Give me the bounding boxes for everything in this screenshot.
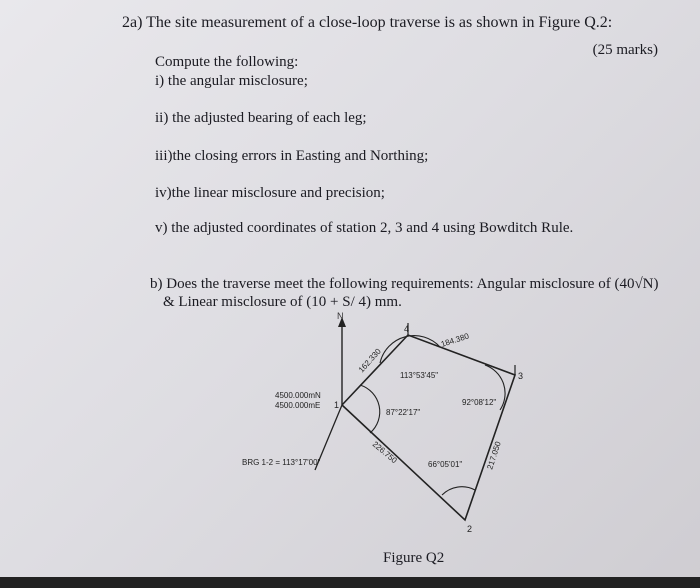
angle-arc-4 (380, 336, 440, 363)
part-b-line-1: b) Does the traverse meet the following requirements: Angular misclosure of (40√N) (150, 276, 659, 292)
photo-bottom-edge (0, 577, 700, 588)
item-1: i) the angular misclosure; (155, 73, 308, 89)
figure-caption: Figure Q2 (383, 550, 445, 566)
item-3: iii)the closing errors in Easting and Northing; (155, 148, 429, 164)
north-label: N (337, 311, 344, 321)
distance-1-4: 162.330 (356, 346, 383, 375)
item-5: v) the adjusted coordinates of station 2, 3 and 4 using Bowditch Rule. (155, 220, 574, 236)
distance-3-2: 217.050 (485, 440, 503, 471)
angle-arc-1 (360, 385, 380, 433)
start-easting: 4500.000mE (275, 401, 321, 410)
angle-label-2: 66°05'01" (428, 460, 463, 469)
station-4-label: 4 (404, 324, 410, 334)
part-b-line-2: & Linear misclosure of (10 + S/ 4) mm. (163, 294, 402, 310)
station-1-label: 1 (334, 400, 340, 410)
bearing-label: BRG 1-2 = 113°17'00" (242, 458, 321, 467)
start-northing: 4500.000mN (275, 391, 321, 400)
station-2-label: 2 (467, 524, 473, 534)
angle-label-4: 113°53'45" (400, 371, 439, 380)
compute-intro: Compute the following: (155, 54, 299, 70)
angle-arc-2 (442, 487, 475, 495)
question-title: 2a) The site measurement of a close-loop traverse is as shown in Figure Q.2: (122, 14, 613, 31)
distance-2-1: 226.750 (370, 439, 399, 466)
angle-label-1: 87°22'17" (386, 408, 421, 417)
distance-4-3: 184.380 (439, 331, 471, 349)
station-3-label: 3 (518, 371, 524, 381)
traverse-figure (230, 305, 550, 545)
marks-label: (25 marks) (592, 42, 658, 58)
item-4: iv)the linear misclosure and precision; (155, 185, 385, 201)
angle-label-3: 92°08'12" (462, 398, 497, 407)
item-2: ii) the adjusted bearing of each leg; (155, 110, 367, 126)
